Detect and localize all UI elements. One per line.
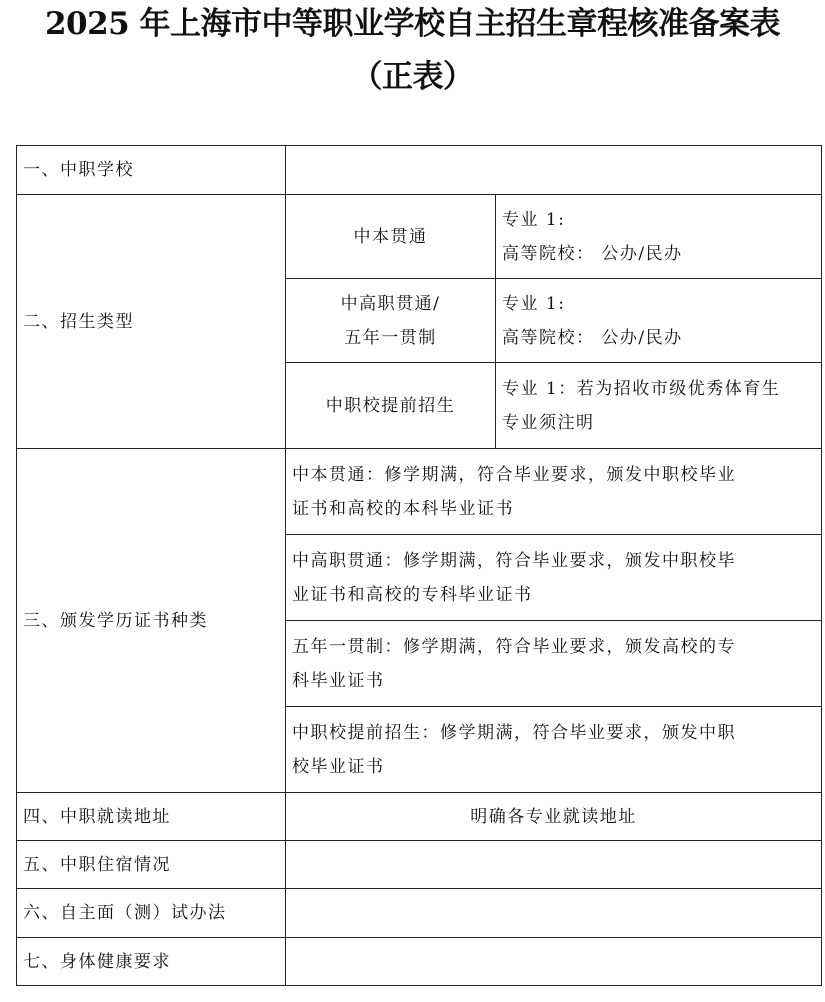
ownership-label: 公办/民办 (601, 243, 683, 264)
certificate-item (286, 449, 822, 535)
certificate-line: 中本贯通：修学期满，符合毕业要求，颁发中职校毕业 (292, 464, 736, 485)
health-value-field[interactable] (286, 938, 822, 986)
address-label: 四、中职就读地址 (17, 793, 286, 841)
dorm-value-field[interactable] (286, 841, 822, 889)
dorm-label: 五、中职住宿情况 (17, 841, 286, 889)
type-name-line: 五年一贯制 (344, 327, 437, 348)
enrollment-type-detail[interactable] (496, 195, 822, 279)
certificate-line: 科毕业证书 (292, 670, 385, 691)
college-line (502, 237, 815, 271)
certificate-line: 中职校提前招生：修学期满，符合毕业要求，颁发中职 (292, 722, 736, 743)
enrollment-label: 二、招生类型 (17, 195, 286, 449)
major-line: 专业 1: (502, 209, 566, 230)
college-line (502, 321, 815, 355)
enrollment-type-detail[interactable] (496, 279, 822, 363)
row-school (17, 146, 822, 195)
school-label: 一、中职学校 (17, 146, 286, 195)
health-label: 七、身体健康要求 (17, 938, 286, 986)
enrollment-type-name (286, 279, 496, 363)
certificate-item (286, 535, 822, 621)
certificate-line: 五年一贯制：修学期满，符合毕业要求，颁发高校的专 (292, 636, 736, 657)
certificate-item (286, 707, 822, 793)
row-interview (17, 889, 822, 938)
certificate-item (286, 621, 822, 707)
major-note-line: 专业须注明 (502, 412, 595, 433)
row-dorm (17, 841, 822, 889)
row-enrollment-type-1 (17, 195, 822, 279)
row-address (17, 793, 822, 841)
certificate-line: 中高职贯通：修学期满，符合毕业要求，颁发中职校毕 (292, 550, 736, 571)
school-value-field[interactable] (286, 146, 822, 195)
certificate-line: 证书和高校的本科毕业证书 (292, 498, 514, 519)
form-subtitle: （正表） (351, 59, 474, 95)
certificate-line: 校毕业证书 (292, 756, 385, 777)
ownership-label: 公办/民办 (601, 327, 683, 348)
row-certificate-1 (17, 449, 822, 535)
college-label: 高等院校： (502, 243, 595, 264)
enrollment-type-name: 中职校提前招生 (286, 363, 496, 449)
interview-value-field[interactable] (286, 889, 822, 938)
filing-table (16, 145, 822, 986)
major-line: 专业 1：若为招收市级优秀体育生 (502, 378, 781, 399)
type-name-line: 中高职贯通/ (340, 293, 441, 314)
interview-label: 六、自主面（测）试办法 (17, 889, 286, 938)
address-value-field[interactable]: 明确各专业就读地址 (286, 793, 822, 841)
row-health (17, 938, 822, 986)
major-line: 专业 1: (502, 293, 566, 314)
college-label: 高等院校： (502, 327, 595, 348)
enrollment-type-detail[interactable] (496, 363, 822, 449)
enrollment-type-name: 中本贯通 (286, 195, 496, 279)
certificate-line: 业证书和高校的专科毕业证书 (292, 584, 533, 605)
form-title: 2025 年上海市中等职业学校自主招生章程核准备案表 (44, 6, 781, 42)
certificates-label: 三、颁发学历证书种类 (17, 449, 286, 793)
